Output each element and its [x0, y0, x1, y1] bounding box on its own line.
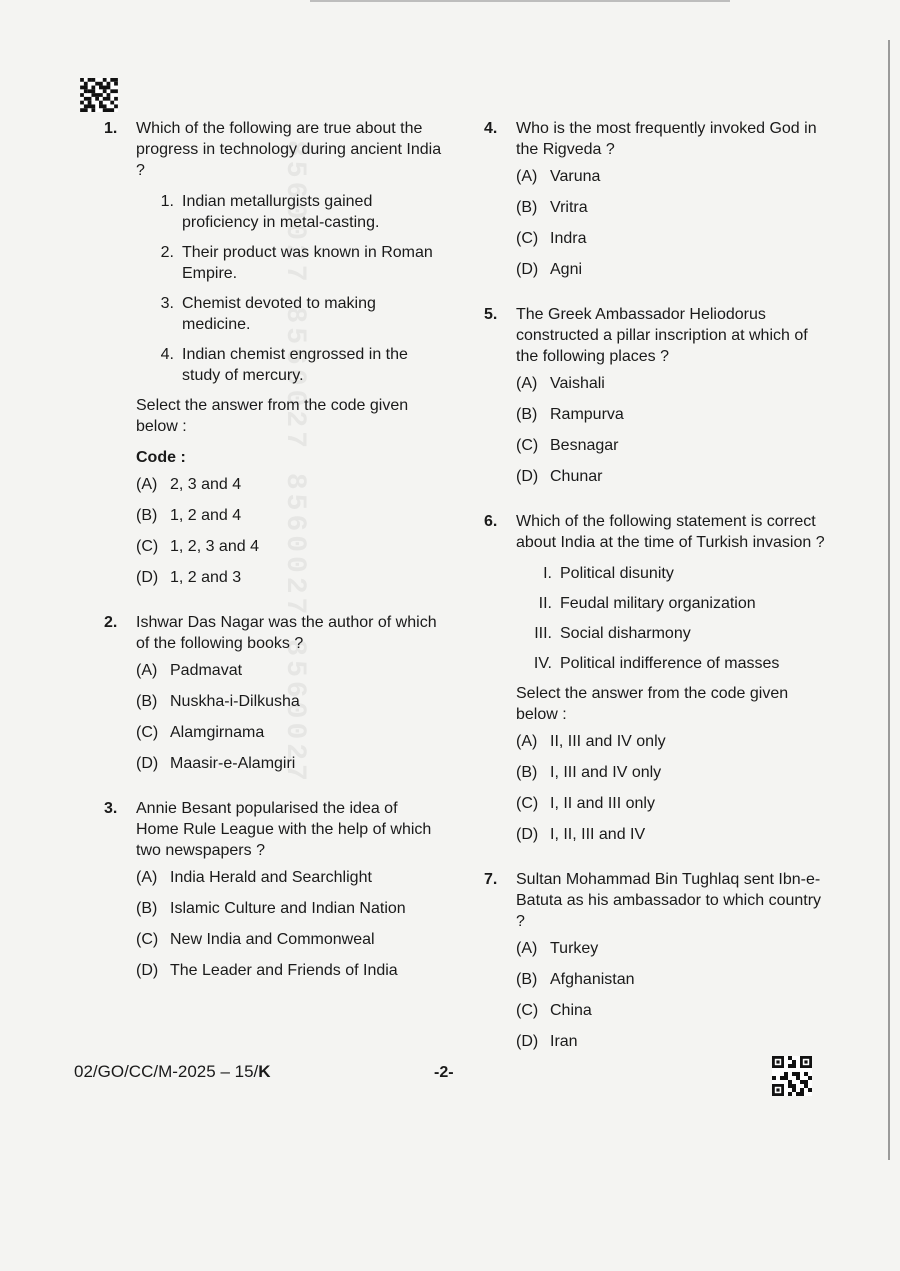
option-text: Afghanistan: [550, 971, 635, 988]
option-letter: (B): [516, 406, 538, 423]
statement-item: [516, 593, 829, 614]
option-letter: (C): [136, 931, 159, 948]
paper-code-prefix: 02/GO/CC/M-2025 – 15/: [74, 1062, 259, 1081]
option-text: Besnagar: [550, 437, 619, 454]
option-letter: (D): [516, 468, 539, 485]
statement-text: Political indifference of masses: [560, 655, 780, 672]
option-letter: (B): [516, 199, 538, 216]
question-number: 4.: [484, 120, 498, 137]
option-list: [136, 474, 444, 588]
left-column: [104, 118, 444, 1005]
question-5: [484, 304, 829, 487]
question-number: 5.: [484, 306, 498, 323]
option-letter: (D): [516, 1033, 539, 1050]
option-letter: (C): [516, 437, 539, 454]
option-c[interactable]: [516, 1000, 829, 1021]
option-b[interactable]: [516, 404, 829, 425]
statement-item: [136, 242, 444, 284]
paper-code: [74, 1062, 271, 1082]
statement-number: 4.: [160, 346, 174, 363]
question-text: Which of the following statement is correct about India at the time of Turkish invasion ?: [516, 513, 825, 551]
qr-code-icon: [772, 1056, 812, 1096]
option-text: Islamic Culture and Indian Nation: [170, 900, 406, 917]
option-d[interactable]: [136, 753, 444, 774]
option-b[interactable]: [516, 969, 829, 990]
statement-number: II.: [538, 595, 552, 612]
option-c[interactable]: [136, 536, 444, 557]
option-list: [136, 867, 444, 981]
option-list: [516, 166, 829, 280]
statement-list: [516, 563, 829, 674]
option-text: 2, 3 and 4: [170, 476, 242, 493]
option-text: China: [550, 1002, 592, 1019]
question-number: 6.: [484, 513, 498, 530]
option-text: II, III and IV only: [550, 733, 666, 750]
question-number: 3.: [104, 800, 118, 817]
right-column: [484, 118, 829, 1076]
question-text: The Greek Ambassador Heliodorus constructed a pillar inscription at which of the following places ?: [516, 306, 808, 365]
question-number: 7.: [484, 871, 498, 888]
option-a[interactable]: [516, 373, 829, 394]
option-text: Vritra: [550, 199, 588, 216]
question-2: [104, 612, 444, 774]
instruction-note: Select the answer from the code given below :: [516, 685, 789, 723]
option-letter: (B): [516, 971, 538, 988]
statement-list: [136, 191, 444, 386]
option-text: 1, 2, 3 and 4: [170, 538, 259, 555]
statement-text: Indian chemist engrossed in the study of mercury.: [182, 346, 408, 384]
question-text: Who is the most frequently invoked God in the Rigveda ?: [516, 120, 817, 158]
option-c[interactable]: [136, 929, 444, 950]
option-b[interactable]: [136, 898, 444, 919]
option-text: 1, 2 and 4: [170, 507, 242, 524]
question-7: [484, 869, 829, 1052]
option-text: 1, 2 and 3: [170, 569, 242, 586]
statement-text: Chemist devoted to making medicine.: [182, 295, 376, 333]
instruction-note: Select the answer from the code given below :: [136, 397, 409, 435]
page-number: -2-: [434, 1064, 454, 1081]
option-letter: (B): [136, 507, 158, 524]
option-a[interactable]: [136, 474, 444, 495]
statement-number: 3.: [160, 295, 174, 312]
option-text: I, III and IV only: [550, 764, 662, 781]
right-edge-rule: [888, 40, 890, 1160]
option-a[interactable]: [516, 731, 829, 752]
option-d[interactable]: [516, 259, 829, 280]
option-list: [136, 660, 444, 774]
statement-item: [516, 563, 829, 584]
option-text: Alamgirnama: [170, 724, 265, 741]
option-letter: (A): [136, 869, 158, 886]
option-text: Indra: [550, 230, 587, 247]
option-a[interactable]: [516, 938, 829, 959]
question-6: [484, 511, 829, 845]
option-letter: (C): [516, 230, 539, 247]
statement-text: Their product was known in Roman Empire.: [182, 244, 433, 282]
option-text: India Herald and Searchlight: [170, 869, 372, 886]
watermark: 8560027 8560027 8560027 8560027: [279, 140, 310, 785]
option-c[interactable]: [516, 793, 829, 814]
option-d[interactable]: [516, 1031, 829, 1052]
option-letter: (C): [516, 795, 539, 812]
option-letter: (C): [136, 724, 159, 741]
option-letter: (B): [136, 693, 158, 710]
statement-item: [136, 344, 444, 386]
option-b[interactable]: [136, 505, 444, 526]
option-c[interactable]: [516, 435, 829, 456]
option-b[interactable]: [136, 691, 444, 712]
option-text: I, II and III only: [550, 795, 655, 812]
option-text: Turkey: [550, 940, 599, 957]
option-letter: (B): [136, 900, 158, 917]
option-letter: (A): [136, 662, 158, 679]
statement-number: 1.: [160, 193, 174, 210]
option-list: [516, 731, 829, 845]
option-letter: (B): [516, 764, 538, 781]
option-d[interactable]: [516, 466, 829, 487]
option-letter: (D): [136, 755, 159, 772]
option-text: Vaishali: [550, 375, 605, 392]
option-text: Agni: [550, 261, 583, 278]
option-letter: (A): [516, 733, 538, 750]
question-text: Sultan Mohammad Bin Tughlaq sent Ibn-e-Batuta as his ambassador to which country ?: [516, 871, 822, 930]
option-text: The Leader and Friends of India: [170, 962, 398, 979]
option-letter: (C): [136, 538, 159, 555]
option-letter: (C): [516, 1002, 539, 1019]
statement-number: IV.: [533, 655, 552, 672]
statement-text: Political disunity: [560, 565, 674, 582]
option-a[interactable]: [516, 166, 829, 187]
statement-item: [516, 653, 829, 674]
option-list: [516, 938, 829, 1052]
statement-number: I.: [543, 565, 552, 582]
option-d[interactable]: [516, 824, 829, 845]
question-number: 2.: [104, 614, 118, 631]
statement-text: Social disharmony: [560, 625, 691, 642]
option-letter: (D): [136, 962, 159, 979]
qr-code-icon: [80, 78, 118, 112]
question-text: Which of the following are true about the progress in technology during ancient India ?: [136, 120, 442, 179]
option-letter: (D): [516, 826, 539, 843]
question-text: Annie Besant popularised the idea of Home Rule League with the help of which two newspapers ?: [136, 800, 432, 859]
option-text: I, II, III and IV: [550, 826, 646, 843]
option-letter: (A): [516, 168, 538, 185]
top-rule: [310, 0, 730, 2]
option-b[interactable]: [516, 197, 829, 218]
option-text: Maasir-e-Alamgiri: [170, 755, 296, 772]
option-b[interactable]: [516, 762, 829, 783]
option-a[interactable]: [136, 867, 444, 888]
code-label: Code :: [136, 449, 186, 466]
option-letter: (A): [516, 940, 538, 957]
option-a[interactable]: [136, 660, 444, 681]
statement-item: [516, 623, 829, 644]
option-letter: (A): [516, 375, 538, 392]
question-1: [104, 118, 444, 588]
option-text: Nuskha-i-Dilkusha: [170, 693, 300, 710]
option-d[interactable]: [136, 567, 444, 588]
option-text: Rampurva: [550, 406, 624, 423]
option-text: Varuna: [550, 168, 601, 185]
option-text: Padmavat: [170, 662, 243, 679]
statement-number: III.: [534, 625, 552, 642]
option-list: [516, 373, 829, 487]
statement-text: Indian metallurgists gained proficiency in metal-casting.: [182, 193, 380, 231]
paper-code-set: K: [258, 1062, 271, 1081]
statement-text: Feudal military organization: [560, 595, 756, 612]
option-letter: (D): [136, 569, 159, 586]
statement-item: [136, 293, 444, 335]
question-3: [104, 798, 444, 981]
question-4: [484, 118, 829, 280]
question-number: 1.: [104, 120, 118, 137]
statement-item: [136, 191, 444, 233]
option-letter: (D): [516, 261, 539, 278]
option-c[interactable]: [516, 228, 829, 249]
statement-number: 2.: [160, 244, 174, 261]
option-letter: (A): [136, 476, 158, 493]
option-d[interactable]: [136, 960, 444, 981]
option-text: Iran: [550, 1033, 578, 1050]
option-text: Chunar: [550, 468, 603, 485]
question-text: Ishwar Das Nagar was the author of which of the following books ?: [136, 614, 437, 652]
option-text: New India and Commonweal: [170, 931, 375, 948]
option-c[interactable]: [136, 722, 444, 743]
